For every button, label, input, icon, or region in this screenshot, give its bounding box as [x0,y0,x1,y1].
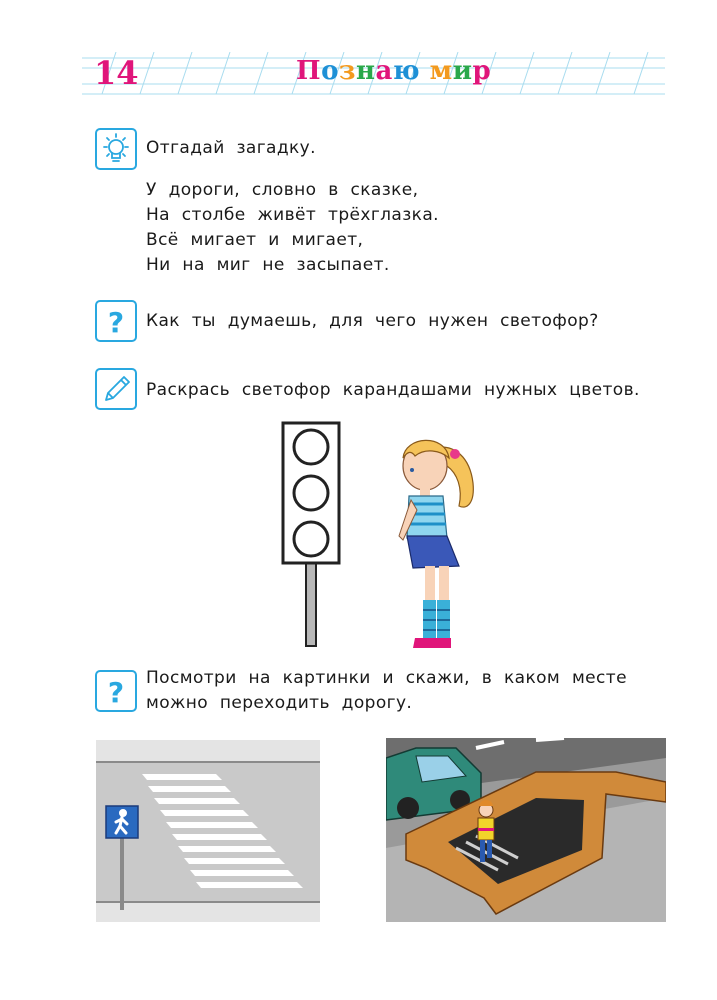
title-letter: м [429,56,453,86]
title-letter: н [356,56,376,86]
poem-line: Всё мигает и мигает, [146,230,364,250]
girl-illustration [385,428,485,658]
lightbulb-icon [97,130,135,168]
question-crossing-line-2: можно переходить дорогу. [146,693,413,713]
question-traffic-light: Как ты думаешь, для чего нужен светофор? [146,311,599,331]
zebra-stripe [196,882,303,888]
zebra-stripe [178,846,276,852]
title-letter: о [321,56,339,86]
page-number: 14 [94,54,139,92]
poem-line: Ни на миг не засыпает. [146,255,390,275]
pencil-icon [97,370,135,408]
sign-pole [120,838,124,910]
title-letter: а [375,56,393,86]
zebra-crossing-picture [96,740,320,922]
zebra-stripe [154,798,240,804]
question-crossing-line-1: Посмотри на картинки и скажи, в каком месте [146,668,627,688]
zebra-stripe [160,810,249,816]
zebra-stripe [142,774,222,780]
traffic-light-illustration [276,420,346,650]
title-letter: П [296,56,322,86]
pencil-icon-box [95,368,137,410]
question-icon-box-2 [95,670,137,712]
traffic-light-pole [306,560,316,646]
zebra-stripe [184,858,285,864]
riddle-prompt: Отгадай загадку. [146,138,316,158]
traffic-light-top-lamp [294,430,328,464]
question-mark-icon [97,302,135,340]
zebra-stripe [148,786,231,792]
riddle-icon-box [95,128,137,170]
zebra-stripe [166,822,258,828]
question-mark-icon [97,672,135,710]
title-letter: и [452,56,473,86]
riddle-poem [146,178,439,278]
title-letter: р [472,56,492,86]
question-icon-box [95,300,137,342]
title-letter: з [338,56,356,86]
title-letter: ю [392,56,421,86]
zebra-stripe [172,834,267,840]
coloring-task: Раскрась светофор карандашами нужных цветов. [146,380,640,400]
poem-line: У дороги, словно в сказке, [146,180,419,200]
traffic-light-middle-lamp [294,476,328,510]
poem-line: На столбе живёт трёхглазка. [146,205,439,225]
traffic-light-bottom-lamp [294,522,328,556]
page-header [82,52,665,97]
svg-text:?: ? [107,676,125,709]
page-title [296,56,491,86]
svg-text:?: ? [107,306,125,339]
title-letter [420,56,430,86]
underpass-picture [386,738,666,922]
zebra-stripe [190,870,294,876]
